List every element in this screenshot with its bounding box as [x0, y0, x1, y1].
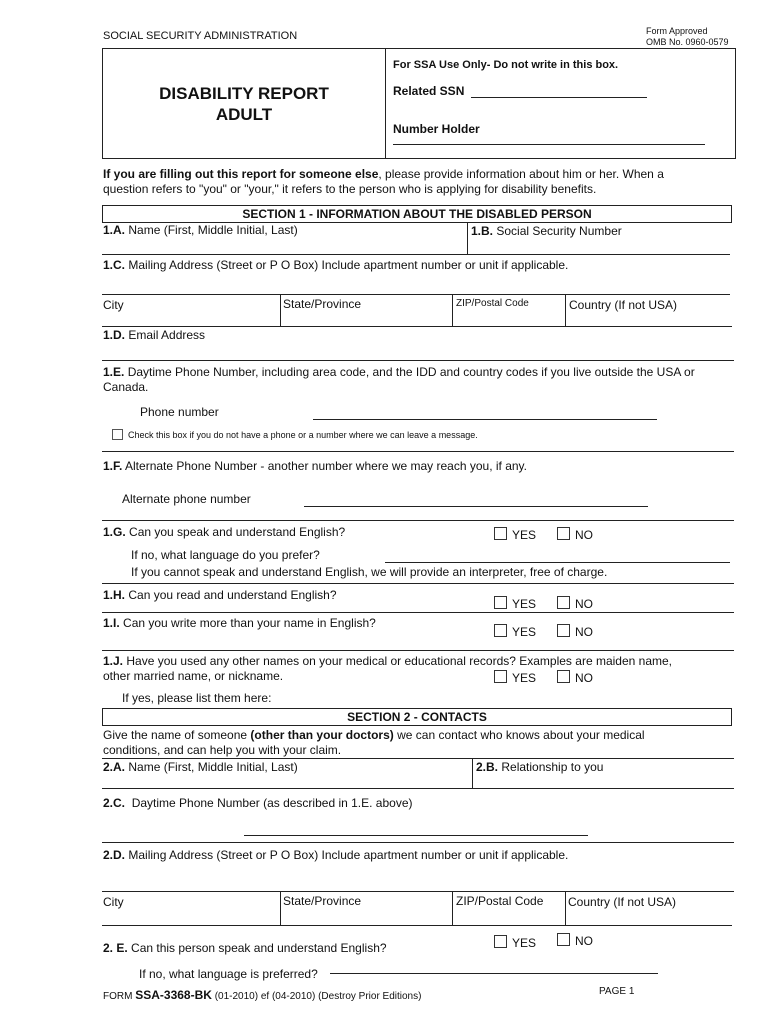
q2c-phone-field[interactable]: [244, 835, 588, 836]
q1g-no-checkbox[interactable]: [557, 527, 570, 540]
q1j-no-label: NO: [575, 671, 593, 685]
q1j-yes-label: YES: [512, 671, 537, 685]
phone-field[interactable]: [313, 419, 657, 420]
q1i-label: 1.I. Can you write more than your name in English?: [103, 616, 376, 630]
zip-divider: [565, 294, 566, 326]
state2-divider: [452, 891, 453, 925]
phone-label: Phone number: [140, 405, 219, 419]
q1g-yes-checkbox[interactable]: [494, 527, 507, 540]
q2b-label: 2.B. Relationship to you: [476, 760, 604, 774]
intro-line1: [103, 167, 664, 181]
state-label: State/Province: [283, 297, 362, 311]
q1g-language-field[interactable]: [385, 562, 730, 563]
city-label: City: [103, 298, 124, 312]
alt-phone-field[interactable]: [304, 506, 648, 507]
agency-name: SOCIAL SECURITY ADMINISTRATION: [103, 30, 298, 42]
q2a-field[interactable]: [102, 788, 734, 789]
state-divider: [452, 294, 453, 326]
q2e-no-checkbox[interactable]: [557, 933, 570, 946]
title-line2: ADULT: [215, 105, 273, 124]
q1a-label: 1.A. Name (First, Middle Initial, Last): [103, 223, 298, 237]
no-phone-checkbox[interactable]: [112, 429, 123, 440]
q1c-label: 1.C. Mailing Address (Street or P O Box) Include apartment number or unit if applicable.: [103, 258, 569, 272]
title-box: [102, 48, 386, 159]
q1h-no-checkbox[interactable]: [557, 596, 570, 609]
q1j-yes-checkbox[interactable]: [494, 670, 507, 683]
q1h-yes-checkbox[interactable]: [494, 596, 507, 609]
intro-bold: If you are filling out this report for someone else: [103, 167, 379, 181]
zip-label: ZIP/Postal Code: [456, 298, 529, 309]
section-divider: [102, 583, 734, 584]
title-line1: DISABILITY REPORT: [159, 84, 329, 103]
ssa-use-note: For SSA Use Only- Do not write in this box.: [393, 59, 619, 71]
section-divider: [102, 842, 734, 843]
city-field[interactable]: [102, 326, 732, 327]
q2e-language-field[interactable]: [330, 973, 658, 974]
q2e-yes-checkbox[interactable]: [494, 935, 507, 948]
q1g-no-label: NO: [575, 528, 593, 542]
q2d-field[interactable]: [102, 891, 734, 892]
q1h-label: 1.H. Can you read and understand English?: [103, 588, 337, 602]
q2e-language-label: If no, what language is preferred?: [139, 967, 318, 981]
q2d-label: 2.D. Mailing Address (Street or P O Box) Include apartment number or unit if applicable.: [103, 848, 569, 862]
ssa-use-box: [384, 48, 736, 159]
q1j-list-label: If yes, please list them here:: [122, 691, 272, 705]
q2e-yes-label: YES: [512, 936, 537, 950]
q1f-label: 1.F. Alternate Phone Number - another number where we may reach you, if any.: [103, 459, 527, 473]
number-holder-label: Number Holder: [393, 122, 480, 136]
q1g-yes-label: YES: [512, 528, 537, 542]
q1e-label-line2: Canada.: [103, 380, 149, 394]
city2-divider: [280, 891, 281, 925]
intro-rest: , please provide information about him or her. When a: [378, 167, 664, 181]
q1i-no-checkbox[interactable]: [557, 624, 570, 637]
footer-form-id: FORM SSA-3368-BK (01-2010) ef (04-2010) (Destroy Prior Editions): [103, 988, 422, 1002]
zip2-divider: [565, 891, 566, 925]
q1c-field[interactable]: [102, 294, 730, 295]
no-phone-label: Check this box if you do not have a phone or a number where we can leave a message.: [128, 430, 478, 440]
alt-phone-label: Alternate phone number: [122, 492, 251, 506]
section1-header: SECTION 1 - INFORMATION ABOUT THE DISABLED PERSON: [102, 205, 732, 223]
omb-number: OMB No. 0960-0579: [646, 37, 729, 47]
q1h-no-label: NO: [575, 597, 593, 611]
section2-header: SECTION 2 - CONTACTS: [102, 708, 732, 726]
city2-label: City: [103, 895, 124, 909]
q2e-no-label: NO: [575, 934, 593, 948]
country-label: Country (If not USA): [569, 298, 678, 312]
section-divider: [102, 758, 734, 759]
q2a-divider: [472, 758, 473, 788]
q2e-label: 2. E. Can this person speak and understand English?: [103, 941, 387, 955]
q1j-no-checkbox[interactable]: [557, 670, 570, 683]
section2-intro-line1: Give the name of someone (other than your doctors) we can contact who knows about your medical: [103, 728, 645, 742]
form-approved: Form Approved: [646, 26, 708, 36]
country2-label: Country (If not USA): [568, 895, 677, 909]
number-holder-field[interactable]: [393, 144, 705, 145]
section2-intro-line2: conditions, and can help you with your claim.: [103, 743, 342, 757]
q1e-label: 1.E. Daytime Phone Number, including area code, and the IDD and country codes if you live outside the USA or: [103, 365, 695, 379]
state2-label: State/Province: [283, 894, 362, 908]
q2a-label: 2.A. Name (First, Middle Initial, Last): [103, 760, 298, 774]
zip2-label: ZIP/Postal Code: [456, 894, 544, 908]
intro-line2: question refers to "you" or "your," it refers to the person who is applying for disability benefits.: [103, 182, 597, 196]
email-field[interactable]: [102, 360, 734, 361]
q1h-yes-label: YES: [512, 597, 537, 611]
q1d-label: 1.D. Email Address: [103, 328, 206, 342]
q1g-language-label: If no, what language do you prefer?: [131, 548, 320, 562]
q1a-divider: [467, 223, 468, 254]
section-divider: [102, 520, 734, 521]
city2-field[interactable]: [102, 925, 732, 926]
related-ssn-field[interactable]: [471, 97, 647, 98]
q1a-field[interactable]: [102, 254, 730, 255]
q1i-no-label: NO: [575, 625, 593, 639]
page-number: PAGE 1: [599, 986, 635, 997]
q1j-label-line2: other married name, or nickname.: [103, 669, 284, 683]
q1j-label: 1.J. Have you used any other names on your medical or educational records? Examples are maiden name,: [103, 654, 672, 668]
section-divider: [102, 650, 734, 651]
related-ssn-label: Related SSN: [393, 84, 465, 98]
section-divider: [102, 612, 734, 613]
section-divider: [102, 451, 734, 452]
q1i-yes-label: YES: [512, 625, 537, 639]
q2c-label: 2.C. Daytime Phone Number (as described in 1.E. above): [103, 796, 413, 810]
q1i-yes-checkbox[interactable]: [494, 624, 507, 637]
q1g-label: 1.G. Can you speak and understand English?: [103, 525, 346, 539]
q1b-label: 1.B. Social Security Number: [471, 224, 622, 238]
city-divider: [280, 294, 281, 326]
q1g-interpreter-note: If you cannot speak and understand English, we will provide an interpreter, free of charge.: [131, 565, 608, 579]
